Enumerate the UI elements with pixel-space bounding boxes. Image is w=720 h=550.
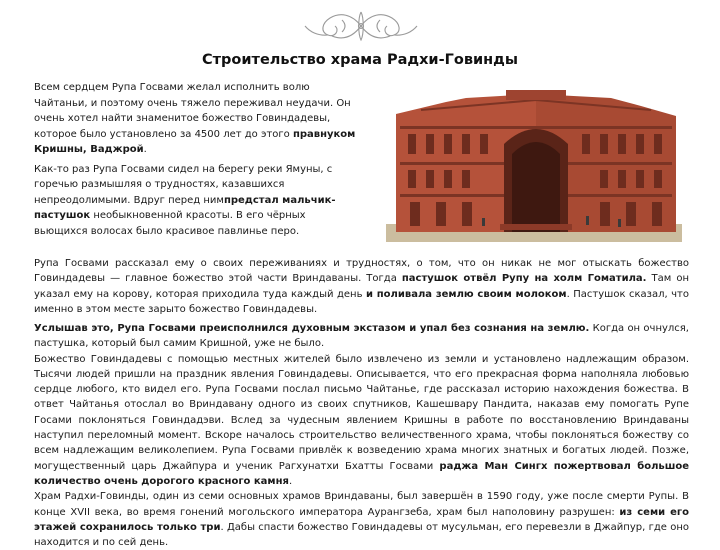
paragraph-3: Рупа Госвами рассказал ему о своих переживаниях и трудностях, о том, что он никак не мог отыскать божество Говиндадевы — главное божество этой части Вриндаваны. Тогда пастушок отвёл Рупу на холм Гоматила. Там он указал ему на корову, которая приходила туда каждый день и поливала землю своим молоком. Пастушок сказал, что именно в этом месте зарыто божество Говиндадевы. bbox=[34, 258, 689, 315]
intro-paragraph-1: Всем сердцем Рупа Госвами желал исполнить волю Чайтаньи, и поэтому очень тяжело переживал неудачи. Он очень хотел найти знаменитое божество Говиндадевы, которое было установлено за 4500 лет до этого правнуком Кришны, Ваджрой. bbox=[34, 82, 356, 155]
page-title: Строительство храма Радхи-Говинды bbox=[202, 52, 518, 68]
paragraph-4: Услышав это, Рупа Госвами преисполнился духовным экстазом и упал без сознания на землю. Когда он очнулся, пастушка, который был самим Кришной, уже не было. Божество Говиндадевы с помощью местных жителей было извлечено из земли и установлено надлежащим образом. Тысячи людей пришли на праздник явления Говиндадевы. Описывается, что его прекрасная форма наполняла любовью сердце любого, кто видел его. Рупа Госвами послал письмо Чайтанье, где рассказал историю нахождения божества. В ответ Чайтанья отослал во Вриндавану одного из своих спутников, Кашешвару Пандита, наказав ему помогать Рупе Госами поклоняться Говиндадэви. Вслед за чудесным явлением Кришны в работе по восстановлению Вриндаваны наступил переломный момент. Вскоре началось строительство величественного храма, чтобы поклоняться божеству со всем надлежащим великолепием. Рупа Госвами привлёк к возведению храма многих знатных и богатых людей. Позже, могущественный царь Джайпура и ученик Рагхунатхи Бхатты Госвами раджа Ман Сингх пожертвовал большое количество очень дорогого красного камня. Храм Радхи-Говинды, один из семи основных храмов Вриндаваны, был завершён в 1590 году, уже после смерти Рупы. В конце XVII века, во время гонений могольского императора Аурангзеба, храм был наполовину разрушен: из семи его этажей сохранилось только три. Дабы спасти божество Говиндадевы от мусульман, его перевезли в Джайпур, где оно находится и по сей день. bbox=[34, 323, 689, 549]
intro-text bbox=[34, 80, 360, 243]
temple-photo bbox=[386, 84, 682, 242]
decorative-ornament bbox=[302, 6, 420, 46]
intro-paragraph-2: Как-то раз Рупа Госвами сидел на берегу реки Ямуны, с горечью размышляя о трудностях, казавшихся непреодолимыми. Вдруг перед нимпредстал мальчик-пастушок необыкновенной красоты. В его чёрных вьющихся волосах было красивое павлинье перо. bbox=[34, 163, 336, 237]
